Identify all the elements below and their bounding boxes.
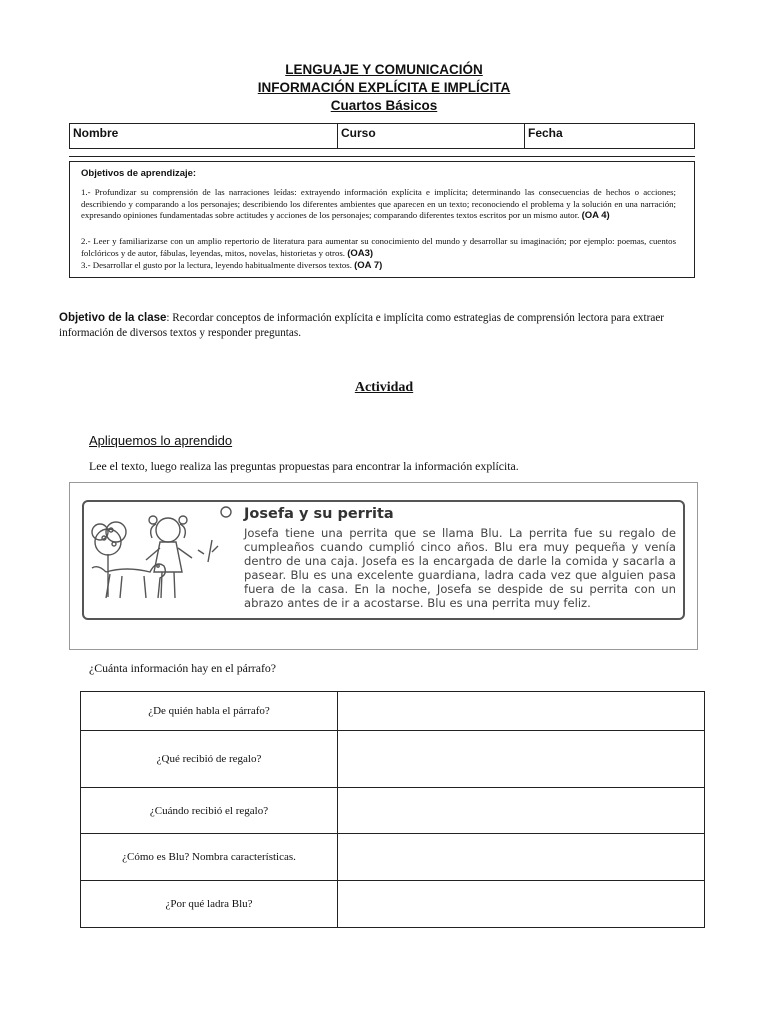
class-objective-text: : Recordar conceptos de información explícita e implícita como estrategias de comprensión lectora para extraer información de diversos textos y responder preguntas.: [59, 312, 665, 339]
course-field[interactable]: [338, 124, 524, 148]
answer-cell[interactable]: [338, 834, 705, 881]
grade-title: Cuartos Básicos: [330, 98, 438, 113]
questions-table: [80, 691, 705, 928]
answer-cell[interactable]: [338, 881, 705, 928]
table-row: [81, 788, 705, 834]
story-text: Josefa tiene una perrita que se llama Blu. La perrita fue su regalo de cumpleaños cuando cumplió cinco años. Blu era muy pequeña y venía dentro de una caja. Josefa es la encargada de darle la comida y sacarla a pasear. Blu es una excelente guardiana, ladra cada vez que alguien pasa fuera de la casa. En la noche, Josefa se despide de su perrita con un abrazo antes de ir a acostarse. Blu es una perrita muy feliz.: [244, 526, 676, 610]
table-row: [81, 834, 705, 881]
objectives-box: [69, 161, 695, 278]
objective-item: 3.- Desarrollar el gusto por la lectura, leyendo habitualmente diversos textos. (OA 7): [81, 260, 383, 271]
section-title: Apliquemos lo aprendido: [89, 433, 233, 448]
question-cell: ¿Qué recibió de regalo?: [81, 731, 338, 788]
story-card: [82, 500, 685, 620]
course-label: Curso: [341, 126, 376, 140]
date-field[interactable]: [525, 124, 694, 148]
girl-and-dog-illustration: [86, 502, 236, 618]
question-cell: ¿Cómo es Blu? Nombra características.: [81, 834, 338, 881]
question-cell: ¿Por qué ladra Blu?: [81, 881, 338, 928]
topic-title: INFORMACIÓN EXPLÍCITA E IMPLÍCITA: [257, 80, 511, 95]
answer-cell[interactable]: [338, 788, 705, 834]
subject-title: LENGUAJE Y COMUNICACIÓN: [285, 62, 483, 77]
answer-cell[interactable]: [338, 731, 705, 788]
name-label: Nombre: [73, 126, 119, 140]
activity-title: Actividad: [354, 380, 414, 395]
objectives-title: Objetivos de aprendizaje:: [81, 168, 197, 179]
date-label: Fecha: [528, 126, 563, 140]
table-row: [81, 692, 705, 731]
story-image: [69, 482, 698, 650]
student-info-table: [69, 123, 695, 149]
class-objective: [59, 311, 709, 341]
instruction-text: Lee el texto, luego realiza las preguntas propuestas para encontrar la información explícita.: [89, 459, 519, 473]
table-row: [81, 881, 705, 928]
divider: [69, 156, 695, 157]
table-row: [81, 731, 705, 788]
objective-item: 2.- Leer y familiarizarse con un amplio repertorio de literatura para aumentar su conocimiento del mundo y desarrollar su imaginación; por ejemplo: poemas, cuentos folclóricos y de autor, fábulas, leyendas, mitos, novelas, historietas y otros. (OA3): [81, 236, 676, 259]
question-cell: ¿De quién habla el párrafo?: [81, 692, 338, 731]
name-field[interactable]: [70, 124, 338, 148]
question-cell: ¿Cuándo recibió el regalo?: [81, 788, 338, 834]
answer-cell[interactable]: [338, 692, 705, 731]
story-title: Josefa y su perrita: [244, 506, 394, 522]
class-objective-label: Objetivo de la clase: [59, 312, 167, 324]
question-prompt: ¿Cuánta información hay en el párrafo?: [89, 661, 277, 675]
objective-item: 1.- Profundizar su comprensión de las narraciones leídas: extrayendo información explícita e implícita; determinando las consecuencias de hechos o acciones; describiendo y comparando a los personajes; describiendo los diferentes ambientes que aparecen en un texto; reconociendo el problema y la solución en una narración; expresando opiniones fundamentadas sobre actitudes y acciones de los personajes; comparando diferentes textos escritos por un mismo autor. (OA 4): [81, 187, 676, 222]
